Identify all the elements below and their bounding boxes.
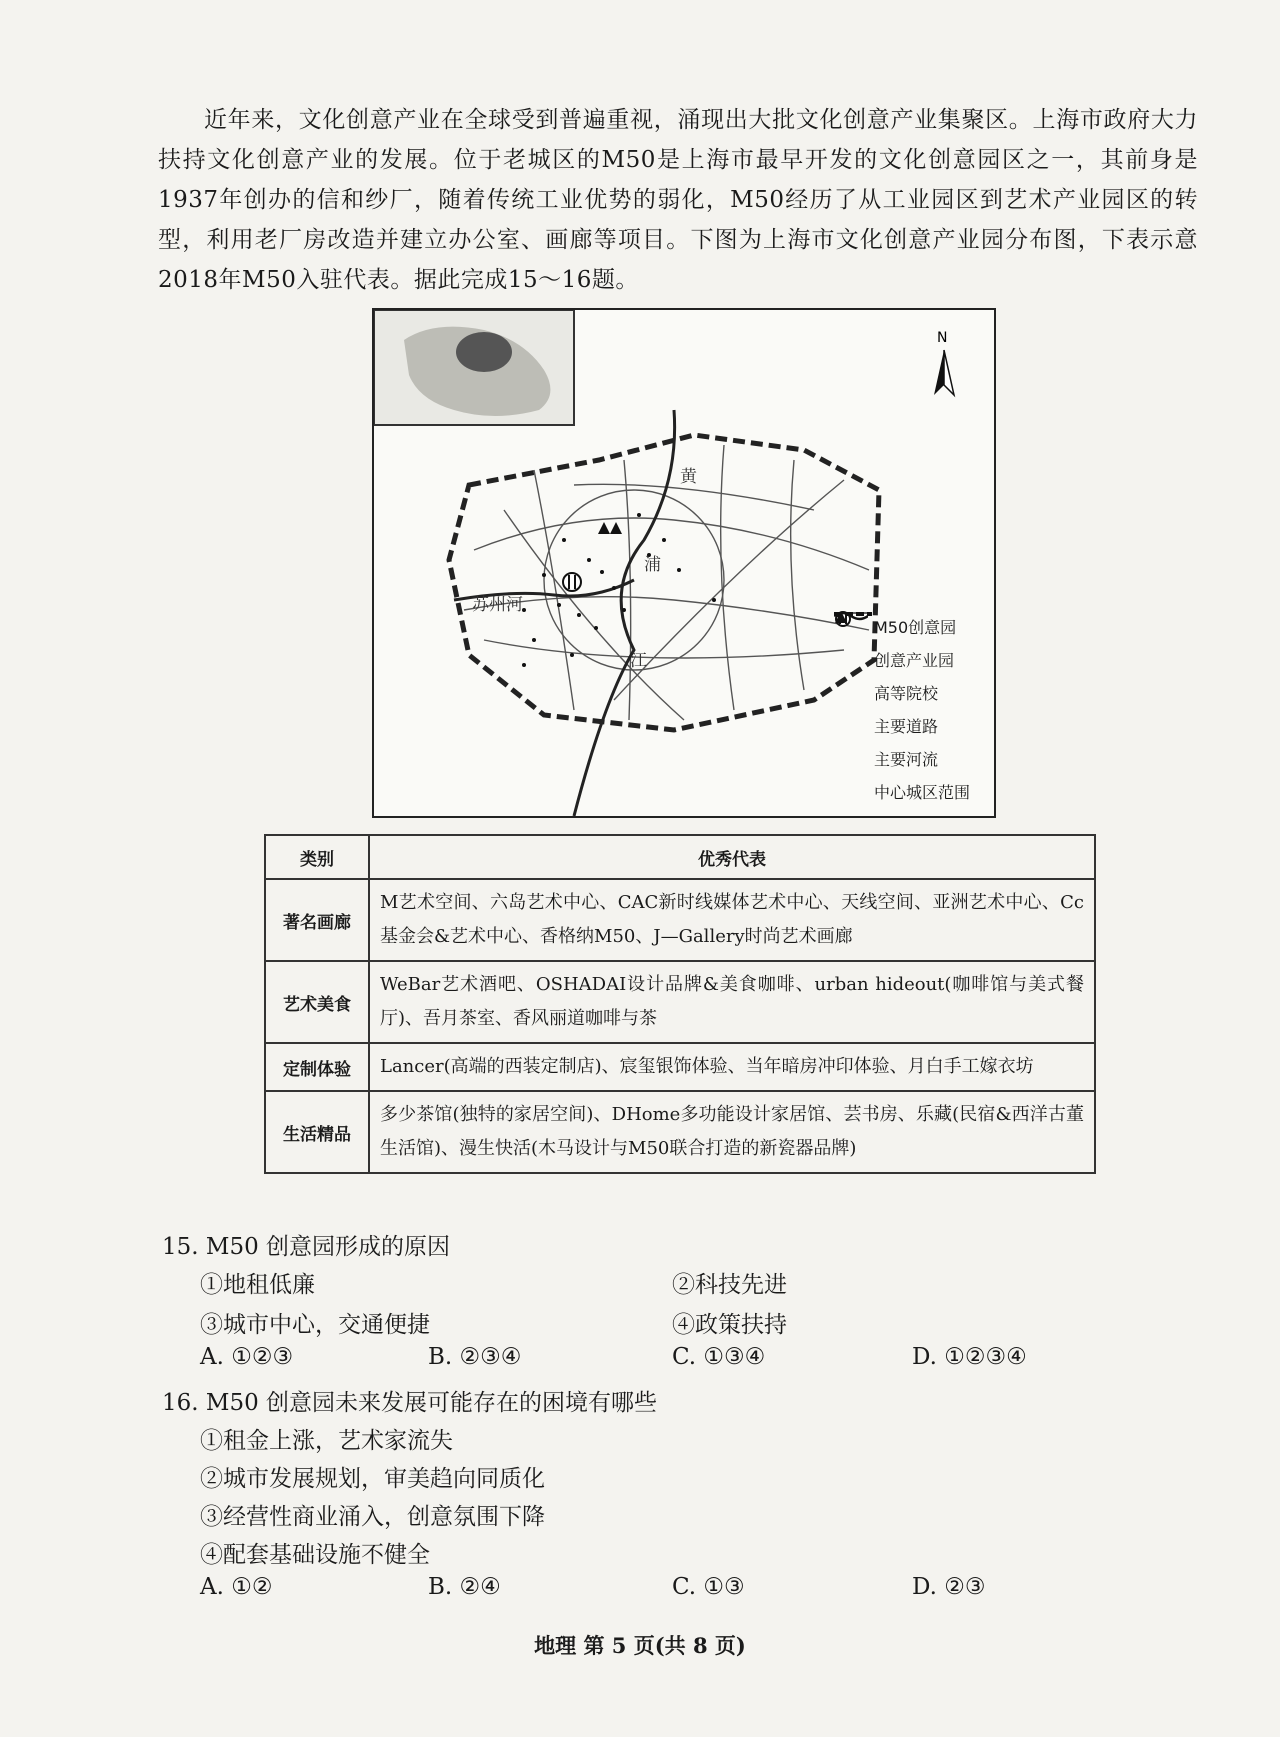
legend-item-boundary <box>834 775 984 808</box>
statement-item: ④配套基础设施不健全 <box>200 1542 430 1568</box>
legend-label: 中心城区范围 <box>874 783 971 802</box>
table-row <box>265 1091 1095 1173</box>
m50-representatives-table <box>264 834 1096 1174</box>
row-content: WeBar艺术酒吧、OSHADAI设计品牌&美食咖啡、urban hideout(咖啡馆与美式餐厅)、吾月茶室、香风丽道咖啡与茶 <box>369 961 1095 1043</box>
choice-a[interactable]: A. ①② <box>200 1574 273 1600</box>
river-char-pu: 浦 <box>644 555 661 575</box>
row-content: Lancer(高端的西装定制店)、宸玺银饰体验、当年暗房冲印体验、月白手工嫁衣坊 <box>369 1043 1095 1091</box>
question-stem: 16. M50 创意园未来发展可能存在的困境有哪些 <box>162 1390 658 1416</box>
table-row <box>265 961 1095 1043</box>
table-header-row <box>265 835 1095 879</box>
legend-label: M50创意园 <box>874 618 957 637</box>
table-row <box>265 1043 1095 1091</box>
choice-d[interactable]: D. ②③ <box>912 1574 986 1600</box>
header-category: 类别 <box>265 835 369 879</box>
page-footer: 地理 第 5 页(共 8 页) <box>534 1633 746 1658</box>
row-category: 生活精品 <box>265 1091 369 1173</box>
legend-label: 创意产业园 <box>874 651 955 670</box>
statement-item: ③经营性商业涌入，创意氛围下降 <box>200 1504 545 1530</box>
intro-passage <box>158 100 1198 300</box>
statement-item: ③城市中心，交通便捷 <box>200 1312 430 1338</box>
legend-label: 高等院校 <box>874 684 939 703</box>
creative-park-dots <box>522 513 716 667</box>
statement-item: ②科技先进 <box>672 1272 787 1298</box>
statement-item: ①地租低廉 <box>200 1272 315 1298</box>
row-category: 著名画廊 <box>265 879 369 961</box>
m50-marker-icon <box>563 573 581 591</box>
header-representative: 优秀代表 <box>369 835 1095 879</box>
legend-label: 主要道路 <box>874 717 939 736</box>
triangle-icon <box>610 522 622 534</box>
table-row <box>265 879 1095 961</box>
map-legend <box>834 610 984 808</box>
choice-d[interactable]: D. ①②③④ <box>912 1344 1027 1370</box>
row-category: 定制体验 <box>265 1043 369 1091</box>
university-markers <box>598 522 622 534</box>
choice-b[interactable]: B. ②③④ <box>428 1344 522 1370</box>
inset-center-area <box>456 332 512 372</box>
choice-c[interactable]: C. ①③ <box>672 1574 745 1600</box>
statement-item: ②城市发展规划，审美趋向同质化 <box>200 1466 545 1492</box>
row-category: 艺术美食 <box>265 961 369 1043</box>
suzhou-river-label: 苏州河 <box>472 595 523 615</box>
triangle-icon <box>598 522 610 534</box>
legend-item-road <box>834 709 984 742</box>
statement-item: ①租金上涨，艺术家流失 <box>200 1428 453 1454</box>
north-arrow-icon <box>934 350 954 395</box>
row-content: 多少茶馆(独特的家居空间)、DHome多功能设计家居馆、芸书房、乐藏(民宿&西洋古董生活馆)、漫生快活(木马设计与M50联合打造的新瓷器品牌) <box>369 1091 1095 1173</box>
intro-text: 近年来，文化创意产业在全球受到普遍重视，涌现出大批文化创意产业集聚区。上海市政府大力扶持文化创意产业的发展。位于老城区的M50是上海市最早开发的文化创意园区之一，其前身是1937年创办的信和纱厂，随着传统工业优势的弱化，M50经历了从工业园区到艺术产业园区的转型，利用老厂房改造并建立办公室、画廊等项目。下图为上海市文化创意产业园分布图，下表示意2018年M50入驻代表。据此完成15～16题。 <box>158 107 1198 293</box>
legend-item-creative-park <box>834 643 984 676</box>
city-boundary <box>449 435 879 730</box>
legend-item-university <box>834 676 984 709</box>
river-char-huang: 黄 <box>680 467 697 487</box>
statement-item: ④政策扶持 <box>672 1312 787 1338</box>
row-content: M艺术空间、六岛艺术中心、CAC新时线媒体艺术中心、天线空间、亚洲艺术中心、Cc基金会&艺术中心、香格纳M50、J—Gallery时尚艺术画廊 <box>369 879 1095 961</box>
river-char-jiang: 江 <box>630 651 647 671</box>
north-label: N <box>937 330 948 346</box>
choice-c[interactable]: C. ①③④ <box>672 1344 766 1370</box>
choice-b[interactable]: B. ②④ <box>428 1574 501 1600</box>
shanghai-map <box>372 308 996 818</box>
choice-a[interactable]: A. ①②③ <box>200 1344 294 1370</box>
question-stem: 15. M50 创意园形成的原因 <box>162 1234 451 1260</box>
legend-label: 主要河流 <box>874 750 939 769</box>
legend-item-river <box>834 742 984 775</box>
